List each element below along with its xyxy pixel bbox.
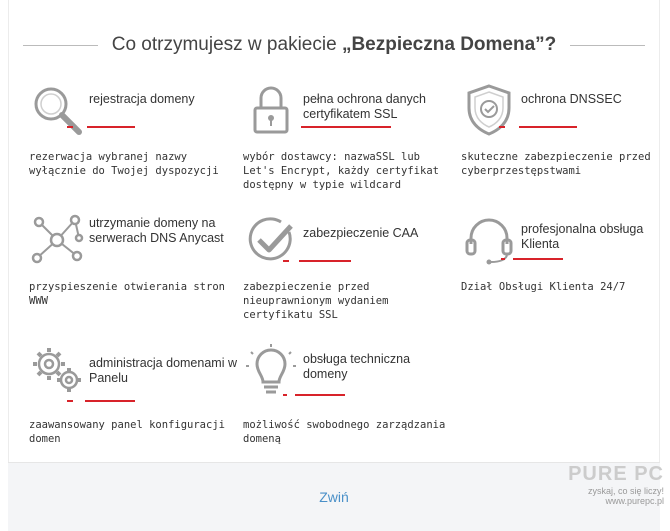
feature-description: zabezpieczenie przed nieuprawnionym wydaniem certyfikatu SSL	[243, 281, 389, 321]
network-nodes-icon	[29, 212, 85, 268]
accent-underline	[301, 126, 391, 128]
accent-underline	[87, 126, 135, 128]
feature-label: profesjonalna obsługa Klienta	[521, 222, 644, 251]
watermark	[554, 463, 664, 525]
watermark-brand: PURE PC	[568, 463, 664, 485]
feature-panel	[8, 0, 660, 531]
header-rule-left	[23, 45, 98, 46]
padlock-icon	[243, 82, 299, 138]
feature-description: wybór dostawcy: nazwaSSL lub Let's Encrypt, każdy certyfikat dostępny w typie wildcard	[243, 151, 439, 191]
watermark-url: www.purepc.pl	[605, 496, 664, 506]
accent-dash	[67, 126, 73, 128]
accent-dash	[501, 258, 505, 260]
header-rule-right	[570, 45, 645, 46]
watermark-slogan: zyskaj, co się liczy!	[587, 486, 664, 496]
accent-dash	[67, 400, 73, 402]
feature-description: Dział Obsługi Klienta 24/7	[461, 281, 626, 293]
accent-underline	[513, 258, 563, 260]
magnifier-icon	[29, 82, 85, 138]
feature-description: skuteczne zabezpieczenie przed cyberprzestępstwami	[461, 151, 651, 177]
gears-icon	[29, 342, 85, 398]
shield-check-icon	[461, 82, 517, 138]
feature-label: pełna ochrona danych certyfikatem SSL	[303, 92, 427, 121]
section-title	[98, 34, 571, 56]
feature-description: zaawansowany panel konfiguracji domen	[29, 419, 225, 445]
accent-dash	[283, 260, 289, 262]
feature-label: administracja domenami w Panelu	[89, 356, 237, 385]
lightbulb-icon	[243, 342, 299, 398]
accent-underline	[85, 400, 135, 402]
title-prefix: Co otrzymujesz w pakiecie	[111, 34, 342, 55]
feature-description: rezerwacja wybranej nazwy wyłącznie do Twojej dyspozycji	[29, 151, 219, 177]
headset-icon	[461, 212, 517, 268]
feature-label: utrzymanie domeny na serwerach DNS Anycast	[89, 216, 224, 245]
feature-label: ochrona DNSSEC	[521, 92, 622, 106]
checkmark-circle-icon	[243, 212, 299, 268]
accent-underline	[519, 126, 577, 128]
title-bold: „Bezpieczna Domena”?	[341, 34, 557, 55]
accent-dash	[499, 126, 505, 128]
feature-description: możliwość swobodnego zarządzania domeną	[243, 419, 446, 445]
collapse-button[interactable]: Zwiń	[319, 489, 349, 505]
feature-label: obsługa techniczna domeny	[303, 352, 411, 381]
feature-label: zabezpieczenie CAA	[303, 226, 419, 240]
feature-label: rejestracja domeny	[89, 92, 195, 106]
accent-underline	[299, 260, 351, 262]
accent-underline	[295, 394, 345, 396]
accent-dash	[283, 394, 287, 396]
section-header	[23, 30, 645, 60]
feature-description: przyspieszenie otwierania stron WWW	[29, 281, 225, 307]
